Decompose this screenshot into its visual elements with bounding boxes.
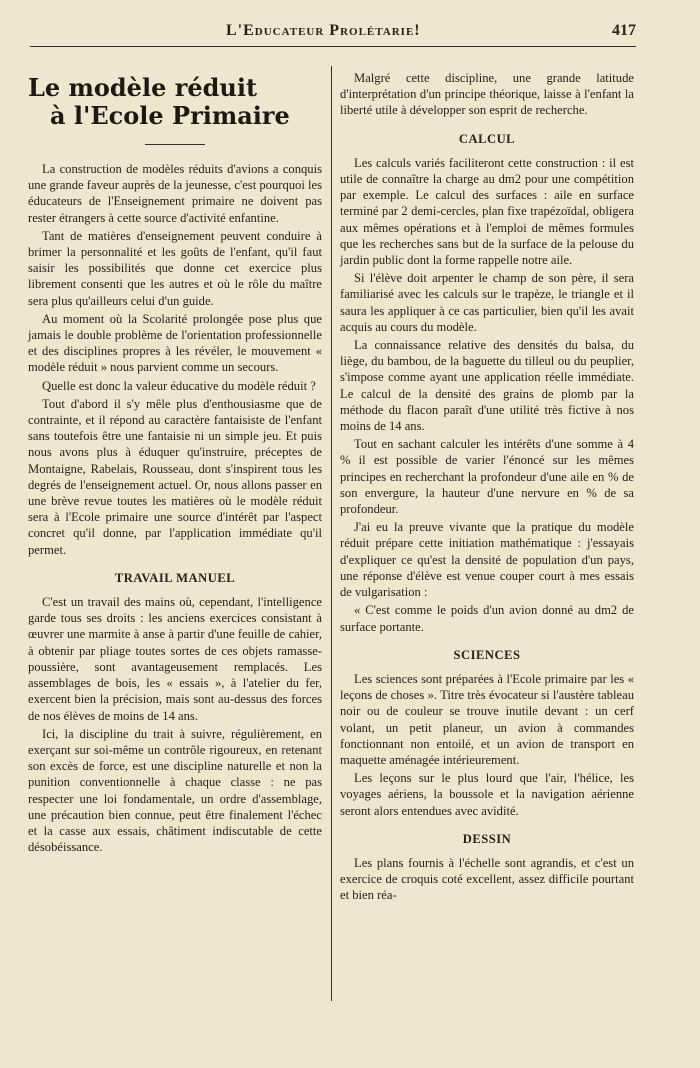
column-divider	[331, 66, 332, 1001]
paragraph: Malgré cette discipline, une grande latitude d'interprétation d'un principe théorique, laisse à l'enfant la liberté utile à développer son esprit de recherche.	[340, 71, 634, 118]
section-heading-dessin: DESSIN	[462, 831, 512, 846]
running-title: L'Educateur Prolétarie!	[226, 22, 421, 39]
right-column	[340, 70, 634, 906]
paragraph: Tant de matières d'enseignement peuvent conduire à brimer la personnalité et les goûts de l'enfant, qu'il faut saisir les possibilités que donne cet exercice plus librement consenti que les autres et où le rôle du maître sera plus qu'ailleurs celui d'un guide.	[28, 228, 322, 308]
left-column	[28, 70, 322, 857]
section-heading-travail-manuel: TRAVAIL MANUEL	[114, 570, 236, 585]
section-heading-calcul: CALCUL	[458, 131, 516, 146]
article-title	[28, 74, 322, 130]
paragraph: Ici, la discipline du trait à suivre, régulièrement, en exerçant sur soi-même un contrôle rigoureux, en retenant son excès de force, est une discipline naturelle et non la punition conventionnelle à chaque classe : ne pas respecter une loi fondamentale, un ordre d'assemblage, une précaution bien connue, peut être finalement l'échec et la casse aux essais, châtiment indiscutable de cette désobéissance.	[28, 726, 322, 855]
paragraph: C'est un travail des mains où, cependant, l'intelligence garde tous ses droits : les anciens exercices consistant à œuvrer une marmite à anse à partir d'une feuille de cahier, à obtenir par pliage toutes sortes de ces objets ramasse-poussière, sont avantageusement remplacés. Les assemblages de bois, les « essais », à l'atelier du fer, exercent bien la précision, mais sont au-dessus des forces de nos élèves de moins de 14 ans.	[28, 595, 322, 723]
paragraph: J'ai eu la preuve vivante que la pratique du modèle réduit prépare cette initiation mathématique : j'essayais d'expliquer ce qu'est la densité de population d'un pays, une réponse d'élève est venue couper court à mes essais de vulgarisation :	[340, 520, 634, 600]
paragraph: Les sciences sont préparées à l'Ecole primaire par les « leçons de choses ». Titre très évocateur si l'austère tableau noir ou de couleur se trouve inutile devant : un cerf volant, un petit planeur, un avion à commandes fonctionnant non entoilé, et un avion de transport en maquette aménagée intérieurement.	[340, 671, 634, 767]
paragraph: Au moment où la Scolarité prolongée pose plus que jamais le double problème de l'orientation professionnelle et des disciplines propres à les révéler, le mouvement « modèle réduit » nous parvient comme un secours.	[28, 311, 322, 375]
paragraph: Tout en sachant calculer les intérêts d'une somme à 4 % il est possible de varier l'énoncé sur les mêmes principes en recherchant la profondeur d'une aile en % de son envergure, la hauteur d'une nervure en % de sa profondeur.	[340, 437, 634, 517]
page-header	[30, 18, 636, 47]
paragraph: Les leçons sur le plus lourd que l'air, l'hélice, les voyages aériens, la boussole et la navigation aérienne seront alors entendues avec avidité.	[340, 771, 634, 818]
page-number: 417	[612, 22, 636, 39]
title-rule	[145, 144, 205, 145]
paragraph: La construction de modèles réduits d'avions a conquis une grande faveur auprès de la jeunesse, c'est pourquoi les éducateurs de l'Enseignement primaire ne doivent pas rester étrangers à cette source d'activité enfantine.	[28, 162, 322, 225]
paragraph: Tout d'abord il s'y mêle plus d'enthousiasme que de contrainte, et il répond au caractère fantaisiste de l'enfant sans toutefois être une fantaisie ni un simple jeu. Et puis nous avons plus à éduquer qu'instruire, préceptes de Montaigne, Rabelais, Rousseau, dont s'inspirent tous les degrés de l'enseignement actuel. Or, nous allons passer en une brève revue toutes les matières où le modèle réduit sera à l'Ecole primaire une source d'intérêt par l'aspect concret qu'il donne, par l'application immédiate qu'il permet.	[28, 396, 322, 557]
paragraph: Si l'élève doit arpenter le champ de son père, il sera familiarisé avec les calculs sur le trapèze, le triangle et il saura les appliquer à ce cas particulier, bien qu'il les avait acquis au cours du modèle.	[340, 271, 634, 334]
paragraph: Quelle est donc la valeur éducative du modèle réduit ?	[42, 378, 316, 393]
title-line-1: Le modèle réduit	[28, 73, 258, 102]
paragraph: « C'est comme le poids d'un avion donné au dm2 de surface portante.	[340, 603, 634, 634]
section-heading-sciences: SCIENCES	[453, 647, 521, 662]
paragraph: La connaissance relative des densités du balsa, du liège, du bambou, de la baguette du tilleul ou du peuplier, s'impose comme ayant une application réelle immédiate. Le calcul de la densité des grains de plomb par la méthode du flacon paraît d'une utilité très fictive à nos moins de 14 ans.	[340, 338, 634, 434]
paragraph: Les calculs variés faciliteront cette construction : il est utile de connaître la charge au dm2 pour une compétition par exemple. Le calcul des surfaces : aile en surface terminé par 2 demi-cercles, plan fixe trapézoïdal, obligera aux mêmes opérations et à l'emploi de mêmes formules que les recherches sans but de la surface de la pelouse du jardin public dont la forme rappelle notre aile.	[340, 155, 634, 268]
paragraph: Les plans fournis à l'échelle sont agrandis, et c'est un exercice de croquis coté excellent, assez difficile pourtant et bien réa-	[340, 855, 634, 903]
title-line-2: à l'Ecole Primaire	[50, 101, 290, 130]
